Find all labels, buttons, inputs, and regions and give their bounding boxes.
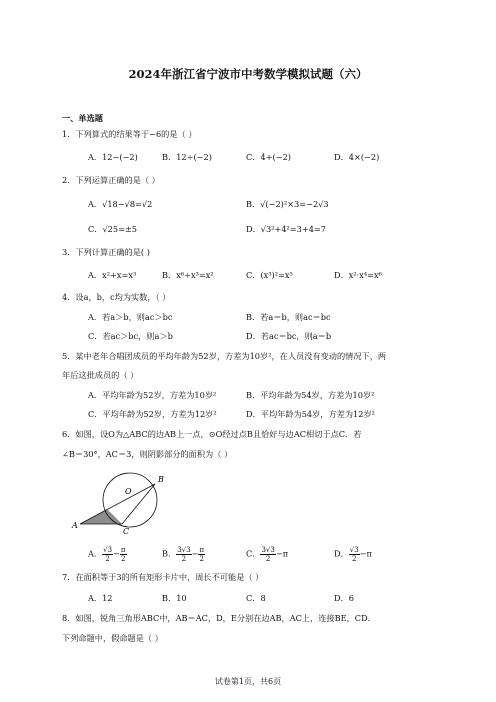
q8-stem-line2: 下列命题中，假命题是（ ） [62, 633, 163, 643]
q5-option-a: A．平均年龄为52岁，方差为10岁² [88, 390, 217, 400]
label-b: B [158, 475, 164, 484]
q5-option-c: C．平均年龄为52岁，方差为12岁² [88, 409, 217, 419]
q6-option-a: A． $\frac{√3}{2}$ − $\frac{\pi}{2}$ [88, 546, 126, 563]
q5-option-d: D．平均年龄为54岁，方差为12岁² [246, 409, 375, 419]
segment-ab [80, 484, 155, 524]
circle-o [103, 473, 157, 527]
q6-option-d: D． $\frac{√3}{2}$ −π [334, 546, 372, 563]
q8-stem-line1: 8．如图，锐角三角形ABC中，AB＝AC，D，E分别在边AB，AC上，连接BE，CD． [62, 613, 376, 623]
q5-stem-line2: 年后这批成员的（ ） [62, 370, 139, 380]
q2-option-d: D．√3²+4²=3+4=7 [246, 224, 327, 234]
q3-option-a: A．x²+x=x³ [88, 270, 137, 280]
q6-figure [70, 468, 180, 540]
q2-option-b: B．√(−2)²×3=−2√3 [246, 199, 329, 209]
q6-option-b: B． $\frac{3√3}{2}$ − $\frac{\pi}{2}$ [162, 546, 205, 563]
q5-stem-line1: 5．某中老年合唱团成员的平均年龄为52岁，方差为10岁²，在人员没有变动的情况下，两 [62, 351, 387, 361]
q2-option-c: C．√25=±5 [88, 224, 138, 234]
q3-option-c: C．(x³)²=x⁵ [246, 270, 293, 280]
q6-stem-line1: 6．如图，设O为△ABC的边AB上一点，⊙O经过点B且恰好与边AC相切于点C．若 [62, 429, 362, 439]
q5-option-b: B．平均年龄为54岁，方差为10岁² [246, 390, 375, 400]
q7-option-d: D．6 [334, 593, 354, 603]
label-c: C [123, 527, 130, 536]
section-heading: 一、单选题 [62, 113, 103, 123]
q3-option-b: B．x⁶÷x³=x² [162, 270, 214, 280]
q6-option-c: C． $\frac{3√3}{2}$ −π [246, 546, 289, 563]
q7-option-b: B．10 [162, 593, 187, 603]
q4-option-c: C．若ac＞bc，则a＞b [88, 331, 173, 341]
q7-stem: 7．在面积等于3的所有矩形卡片中，周长不可能是（ ） [62, 572, 264, 582]
label-a: A [72, 521, 78, 530]
q2-option-a: A．√18−√8=√2 [88, 199, 153, 209]
q2-stem: 2．下列运算正确的是（ ） [62, 175, 160, 185]
q3-option-d: D．x²·x⁴=x⁶ [334, 270, 382, 280]
q6-stem-line2: ∠B＝30°，AC＝3，则阴影部分的面积为（ ） [62, 449, 233, 459]
shaded-region [80, 509, 122, 524]
q1-option-b: B．12÷(−2) [162, 152, 212, 162]
page-footer: 试卷第1页，共6页 [214, 677, 282, 686]
q1-option-d: D．4×(−2) [334, 152, 380, 162]
label-o: O [125, 487, 132, 496]
q3-stem: 3．下列计算正确的是( ) [62, 247, 150, 257]
q4-option-b: B．若a＝b，则ac＝bc [246, 312, 331, 322]
q4-stem: 4．设a，b，c均为实数，（ ） [62, 292, 171, 302]
q4-option-a: A．若a＞b，则ac＞bc [88, 312, 173, 322]
q7-option-a: A．12 [88, 593, 113, 603]
q1-stem: 1．下列算式的结果等于−6的是（ ） [62, 129, 197, 139]
q1-option-a: A．12−(−2) [88, 152, 138, 162]
q4-option-d: D．若ac＝bc，则a＝b [246, 331, 332, 341]
q1-option-c: C．4+(−2) [246, 152, 291, 162]
page-title: 2024年浙江省宁波市中考数学模拟试题（六） [128, 67, 368, 81]
q7-option-c: C．8 [246, 593, 266, 603]
